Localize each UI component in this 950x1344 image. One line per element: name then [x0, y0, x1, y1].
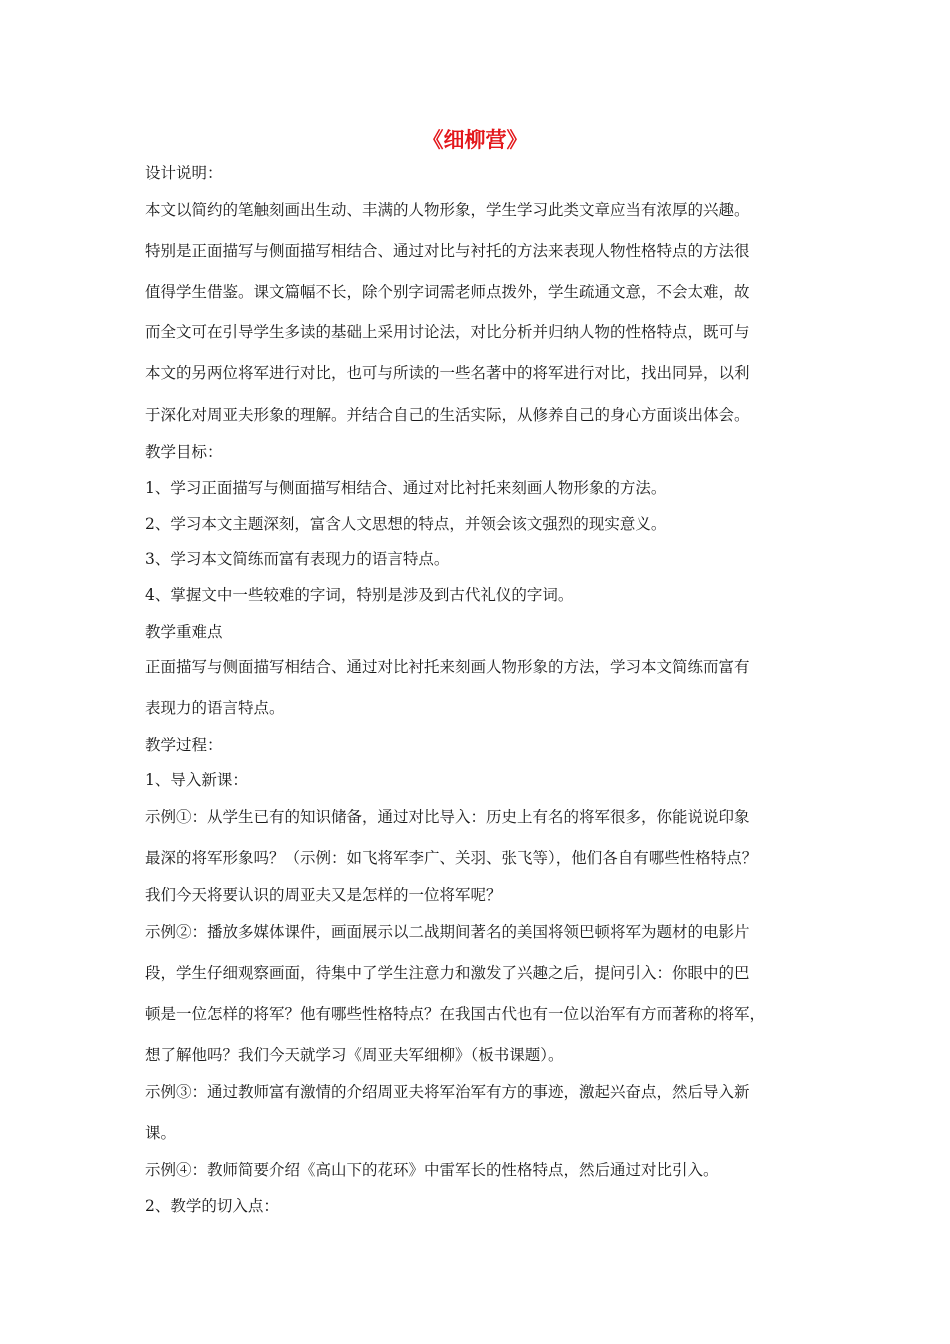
text-line: 示例①：从学生已有的知识储备，通过对比导入：历史上有名的将军很多，你能说说印象: [145, 808, 750, 826]
text-line: 本文以简约的笔触刻画出生动、丰满的人物形象，学生学习此类文章应当有浓厚的兴趣。: [145, 201, 750, 219]
text-line: 1、导入新课：: [145, 771, 248, 789]
text-line: 教学目标：: [145, 443, 223, 461]
text-line: 最深的将军形象吗？（示例：如飞将军李广、关羽、张飞等），他们各自有哪些性格特点？: [145, 849, 758, 867]
text-line: 设计说明：: [145, 164, 223, 182]
text-line: 2、学习本文主题深刻，富含人文思想的特点，并领会该文强烈的现实意义。: [145, 515, 667, 533]
text-line: 4、掌握文中一些较难的字词，特别是涉及到古代礼仪的字词。: [145, 586, 574, 604]
text-line: 正面描写与侧面描写相结合、通过对比衬托来刻画人物形象的方法，学习本文简练而富有: [145, 658, 750, 676]
text-line: 段，学生仔细观察画面，待集中了学生注意力和激发了兴趣之后，提问引入：你眼中的巴: [145, 964, 750, 982]
text-line: 特别是正面描写与侧面描写相结合、通过对比与衬托的方法来表现人物性格特点的方法很: [145, 242, 750, 260]
text-line: 本文的另两位将军进行对比，也可与所读的一些名著中的将军进行对比，找出同异，以利: [145, 364, 750, 382]
text-line: 2、教学的切入点：: [145, 1197, 279, 1215]
text-line: 示例③：通过教师富有激情的介绍周亚夫将军治军有方的事迹，激起兴奋点，然后导入新: [145, 1083, 750, 1101]
text-line: 示例④：教师简要介绍《高山下的花环》中雷军长的性格特点，然后通过对比引入。: [145, 1161, 719, 1179]
text-line: 想了解他吗？我们今天就学习《周亚夫军细柳》（板书课题）。: [145, 1046, 564, 1064]
text-line: 值得学生借鉴。课文篇幅不长，除个别字词需老师点拨外，学生疏通文意，不会太难，故: [145, 283, 750, 301]
text-line: 示例②：播放多媒体课件，画面展示以二战期间著名的美国将领巴顿将军为题材的电影片: [145, 923, 750, 941]
text-line: 顿是一位怎样的将军？他有哪些性格特点？在我国古代也有一位以治军有方而著称的将军，: [145, 1005, 766, 1023]
text-line: 1、学习正面描写与侧面描写相结合、通过对比衬托来刻画人物形象的方法。: [145, 479, 667, 497]
text-line: 教学过程：: [145, 736, 223, 754]
text-line: 我们今天将要认识的周亚夫又是怎样的一位将军呢？: [145, 886, 502, 904]
document-title: 《细柳营》: [422, 128, 528, 152]
text-line: 课。: [145, 1124, 177, 1142]
text-line: 而全文可在引导学生多读的基础上采用讨论法，对比分析并归纳人物的性格特点，既可与: [145, 323, 750, 341]
text-line: 表现力的语言特点。: [145, 699, 285, 717]
text-line: 于深化对周亚夫形象的理解。并结合自己的生活实际，从修养自己的身心方面谈出体会。: [145, 406, 750, 424]
text-line: 3、学习本文简练而富有表现力的语言特点。: [145, 550, 450, 568]
text-line: 教学重难点: [145, 623, 223, 641]
